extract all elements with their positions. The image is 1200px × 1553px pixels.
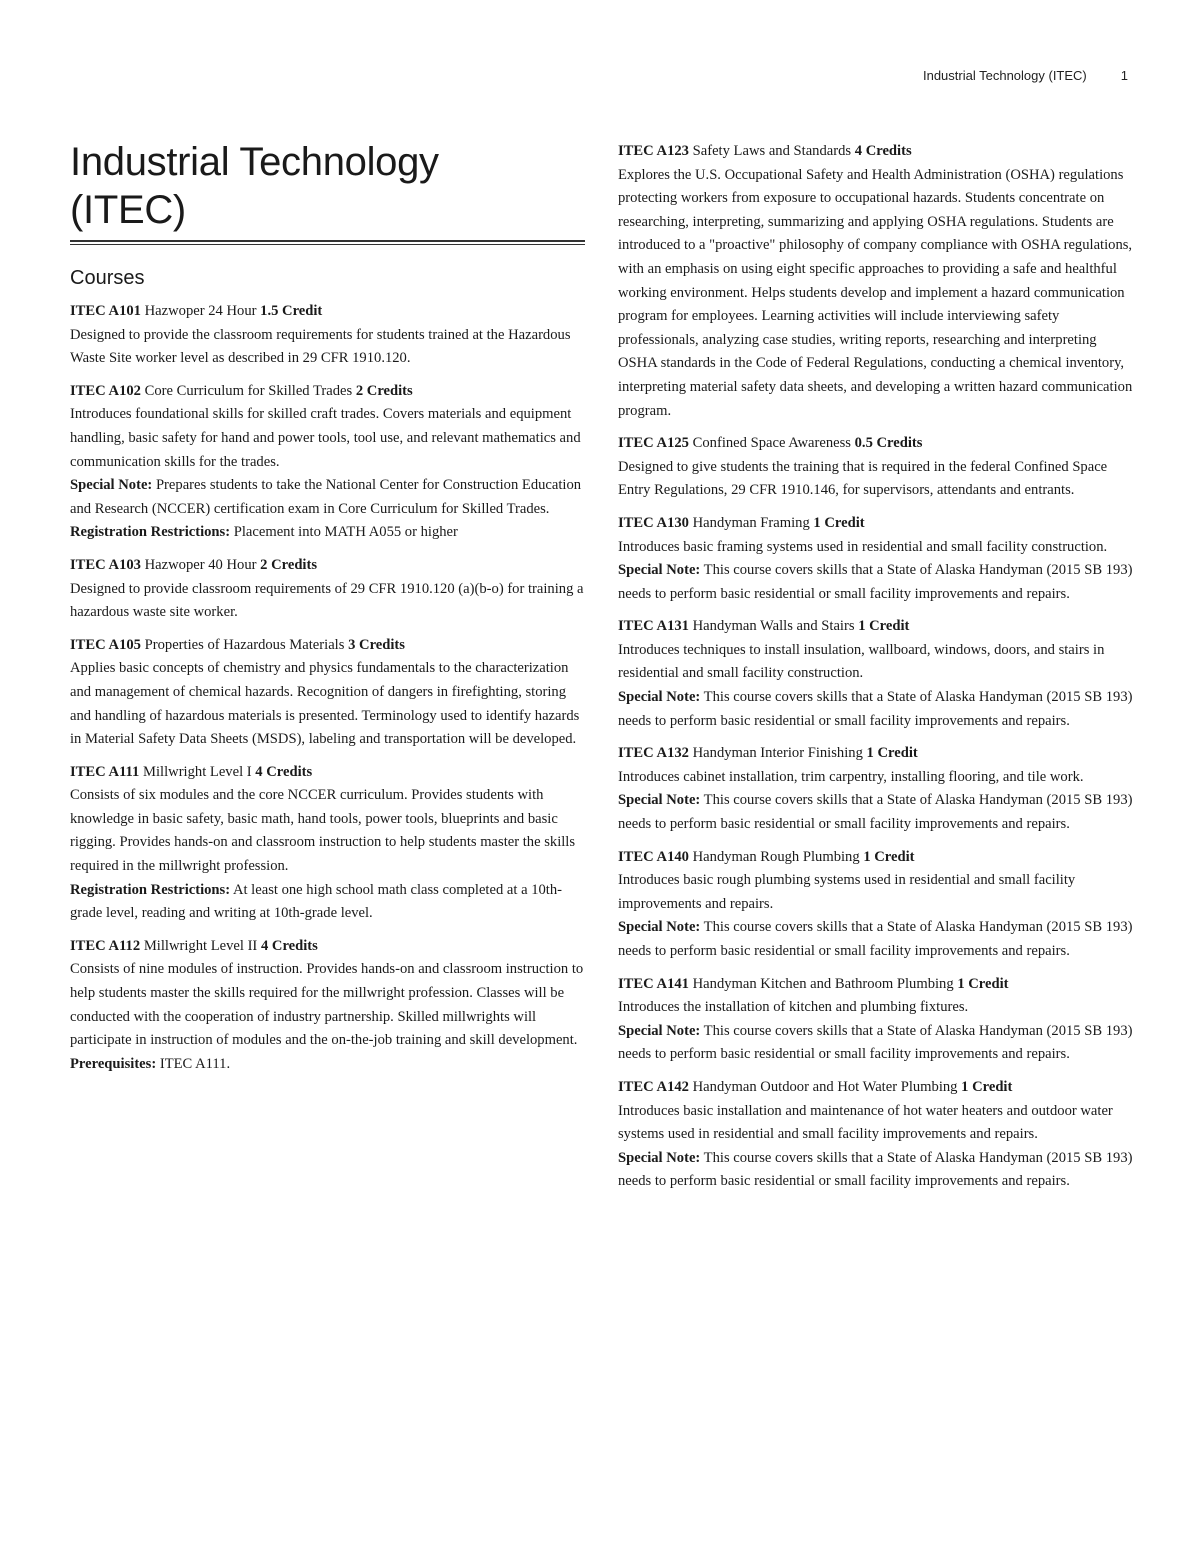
course-note xyxy=(70,1053,585,1077)
course-description: Consists of six modules and the core NCCER curriculum. Provides students with knowledge in basic safety, basic math, hand tools, power tools, blueprints and basic rigging. Provides hands-on and classroom instruction to help students master the skills required in the millwright profession. xyxy=(70,787,576,875)
course-entry xyxy=(70,380,585,545)
title-rule xyxy=(70,240,585,245)
course-description: Applies basic concepts of chemistry and physics fundamentals to the characterization and management of chemical hazards. Recognition of dangers in firefighting, storing and handling of hazardous materials is presented. Terminology used to identify hazards in Material Safety Data Sheets (MSDS), labeling and transportation will be developed. xyxy=(70,660,580,748)
course-heading xyxy=(70,554,585,578)
right-column xyxy=(618,140,1133,1203)
course-entry xyxy=(618,973,1133,1067)
course-note-label: Special Note: xyxy=(618,1149,701,1166)
course-code: ITEC A103 xyxy=(70,556,141,573)
course-note xyxy=(618,686,1133,733)
course-note-text: This course covers skills that a State of Alaska Handyman (2015 SB 193) needs to perform basic residential or small facility improvements and repairs. xyxy=(618,689,1133,729)
course-list-right xyxy=(618,140,1133,1194)
course-heading xyxy=(618,1076,1133,1100)
course-entry xyxy=(618,742,1133,836)
course-note-text: This course covers skills that a State of Alaska Handyman (2015 SB 193) needs to perform basic residential or small facility improvements and repairs. xyxy=(618,919,1133,959)
course-code: ITEC A112 xyxy=(70,937,141,954)
course-credits: 4 Credits xyxy=(260,937,318,954)
course-heading xyxy=(70,935,585,959)
course-entry xyxy=(618,846,1133,964)
course-heading xyxy=(618,432,1133,456)
course-note xyxy=(70,879,585,926)
course-heading xyxy=(70,761,585,785)
course-credits: 2 Credits xyxy=(355,382,413,399)
course-code: ITEC A101 xyxy=(70,303,141,319)
course-note-label: Special Note: xyxy=(618,919,701,936)
course-name: Properties of Hazardous Materials xyxy=(144,636,345,653)
course-entry xyxy=(618,140,1133,423)
course-note-text: Prepares students to take the National Center for Construction Education and Research (NCCER) certification exam in Core Curriculum for Skilled Trades. xyxy=(70,477,582,517)
course-description: Introduces basic framing systems used in residential and small facility construction. xyxy=(618,538,1108,555)
course-note xyxy=(618,916,1133,963)
course-heading xyxy=(618,512,1133,536)
course-note xyxy=(618,559,1133,606)
page-title xyxy=(70,138,585,240)
course-entry xyxy=(70,935,585,1077)
course-code: ITEC A131 xyxy=(618,618,689,635)
course-code: ITEC A123 xyxy=(618,143,689,159)
page-title-line1: Industrial Technology xyxy=(70,140,439,184)
course-list-left xyxy=(70,300,585,1076)
course-name: Confined Space Awareness xyxy=(692,435,851,452)
course-note-text: This course covers skills that a State of Alaska Handyman (2015 SB 193) needs to perform basic residential or small facility improvements and repairs. xyxy=(618,562,1133,602)
course-description: Explores the U.S. Occupational Safety and Health Administration (OSHA) regulations protecting workers from exposure to occupational hazards. Students concentrate on researching, interpreting, summarizing and applying OSHA regulations. Students are introduced to a "proactive" philosophy of company compliance with OSHA regulations, with an emphasis on using eight specific approaches to providing a safe and healthful working environment. Helps students develop and implement a hazard communication program for employees. Learning activities will include interviewing safety professionals, analyzing case studies, writing reports, researching and interpreting OSHA standards in the Code of Federal Regulations, conducting a chemical inventory, interpreting material safety data sheets, and developing a written hazard communication program. xyxy=(618,166,1133,419)
course-entry xyxy=(618,512,1133,606)
course-description: Introduces basic rough plumbing systems used in residential and small facility improvements and repairs. xyxy=(618,872,1076,912)
course-name: Core Curriculum for Skilled Trades xyxy=(144,382,353,399)
course-description: Designed to provide classroom requirements of 29 CFR 1910.120 (a)(b-o) for training a hazardous waste site worker. xyxy=(70,580,584,621)
running-head xyxy=(923,68,1128,83)
course-code: ITEC A132 xyxy=(618,745,689,762)
page-title-line2: (ITEC) xyxy=(70,188,186,232)
course-credits: 0.5 Credits xyxy=(854,435,923,452)
course-note-label: Special Note: xyxy=(618,562,701,579)
course-credits: 3 Credits xyxy=(348,636,405,653)
left-column xyxy=(70,138,585,1085)
course-description: Designed to give students the training that is required in the federal Confined Space Entry Regulations, 29 CFR 1910.146, for supervisors, attendants and entrants. xyxy=(618,458,1108,499)
course-description: Introduces the installation of kitchen and plumbing fixtures. xyxy=(618,999,969,1016)
course-name: Handyman Framing xyxy=(692,514,810,531)
course-credits: 4 Credits xyxy=(854,143,912,159)
course-heading xyxy=(618,140,1133,164)
course-entry xyxy=(70,761,585,926)
course-heading xyxy=(70,380,585,404)
course-note-label: Registration Restrictions: xyxy=(70,881,231,898)
course-note-label: Special Note: xyxy=(618,689,701,706)
course-name: Handyman Interior Finishing xyxy=(692,745,863,762)
course-note xyxy=(618,789,1133,836)
course-entry xyxy=(70,300,585,371)
course-note-label: Special Note: xyxy=(70,477,153,494)
course-entry xyxy=(618,615,1133,733)
course-note-text: This course covers skills that a State of Alaska Handyman (2015 SB 193) needs to perform basic residential or small facility improvements and repairs. xyxy=(618,792,1133,833)
running-head-title: Industrial Technology (ITEC) xyxy=(922,68,1087,83)
course-entry xyxy=(70,634,585,752)
course-credits: 1 Credit xyxy=(866,745,918,762)
course-heading xyxy=(618,846,1133,870)
course-entry xyxy=(618,1076,1133,1194)
course-entry xyxy=(70,554,585,625)
page-number: 1 xyxy=(1120,68,1128,83)
course-heading xyxy=(618,742,1133,766)
course-code: ITEC A102 xyxy=(70,382,141,399)
course-note xyxy=(70,474,585,521)
course-entry xyxy=(618,432,1133,503)
course-description: Introduces techniques to install insulation, wallboard, windows, doors, and stairs in residential and small facility construction. xyxy=(618,641,1105,682)
course-code: ITEC A140 xyxy=(618,848,689,865)
course-heading xyxy=(70,634,585,658)
course-note-text: Placement into MATH A055 or higher xyxy=(233,524,458,541)
course-name: Millwright Level I xyxy=(143,763,252,780)
course-code: ITEC A142 xyxy=(618,1078,689,1095)
course-note xyxy=(70,521,585,545)
course-note xyxy=(618,1147,1133,1194)
course-note xyxy=(618,1020,1133,1067)
section-heading: Courses xyxy=(70,267,145,289)
course-code: ITEC A141 xyxy=(618,975,689,992)
course-credits: 1 Credit xyxy=(961,1078,1013,1095)
course-name: Hazwoper 40 Hour xyxy=(144,556,257,573)
course-credits: 4 Credits xyxy=(255,763,313,780)
course-note-text: ITEC A111. xyxy=(159,1055,231,1072)
course-name: Handyman Rough Plumbing xyxy=(692,848,860,865)
course-name: Safety Laws and Standards xyxy=(692,143,852,159)
course-note-label: Special Note: xyxy=(618,1022,701,1039)
course-description: Designed to provide the classroom requirements for students trained at the Hazardous Waste Site worker level as described in 29 CFR 1910.120. xyxy=(70,326,571,367)
course-note-label: Registration Restrictions: xyxy=(70,524,231,541)
course-name: Handyman Outdoor and Hot Water Plumbing xyxy=(692,1078,958,1095)
course-note-text: This course covers skills that a State of Alaska Handyman (2015 SB 193) needs to perform basic residential or small facility improvements and repairs. xyxy=(618,1022,1133,1063)
course-name: Handyman Kitchen and Bathroom Plumbing xyxy=(692,975,954,992)
course-heading xyxy=(618,615,1133,639)
course-description: Consists of nine modules of instruction. Provides hands-on and classroom instruction to help students master the skills required for the millwright profession. Classes will be conducted with the cooperation of industry partnership. Skilled millwrights will participate in instruction of modules and the on-the-job training and skill development. xyxy=(70,961,584,1049)
course-heading xyxy=(70,300,585,324)
course-credits: 2 Credits xyxy=(260,556,318,573)
course-credits: 1.5 Credit xyxy=(260,303,323,319)
course-note-label: Special Note: xyxy=(618,792,701,809)
course-credits: 1 Credit xyxy=(863,848,915,865)
course-name: Millwright Level II xyxy=(143,937,258,954)
course-name: Handyman Walls and Stairs xyxy=(692,618,855,635)
course-note-label: Prerequisites: xyxy=(70,1055,157,1072)
course-description: Introduces foundational skills for skilled craft trades. Covers materials and equipment handling, basic safety for hand and power tools, tool use, and relevant mathematics and communication skills for the trades. xyxy=(70,406,581,470)
course-credits: 1 Credit xyxy=(957,975,1009,992)
course-description: Introduces basic installation and maintenance of hot water heaters and outdoor water systems used in residential and small facility improvements and repairs. xyxy=(618,1102,1113,1143)
course-credits: 1 Credit xyxy=(858,618,910,635)
course-code: ITEC A125 xyxy=(618,435,689,452)
course-note-text: At least one high school math class completed at a 10th-grade level, reading and writing at 10th-grade level. xyxy=(70,881,563,922)
course-note-text: This course covers skills that a State of Alaska Handyman (2015 SB 193) needs to perform basic residential or small facility improvements and repairs. xyxy=(618,1149,1133,1190)
course-description: Introduces cabinet installation, trim carpentry, installing flooring, and tile work. xyxy=(618,768,1084,785)
course-name: Hazwoper 24 Hour xyxy=(144,303,257,319)
course-code: ITEC A111 xyxy=(70,763,140,780)
course-code: ITEC A130 xyxy=(618,514,689,531)
course-code: ITEC A105 xyxy=(70,636,141,653)
course-credits: 1 Credit xyxy=(813,514,865,531)
course-heading xyxy=(618,973,1133,997)
